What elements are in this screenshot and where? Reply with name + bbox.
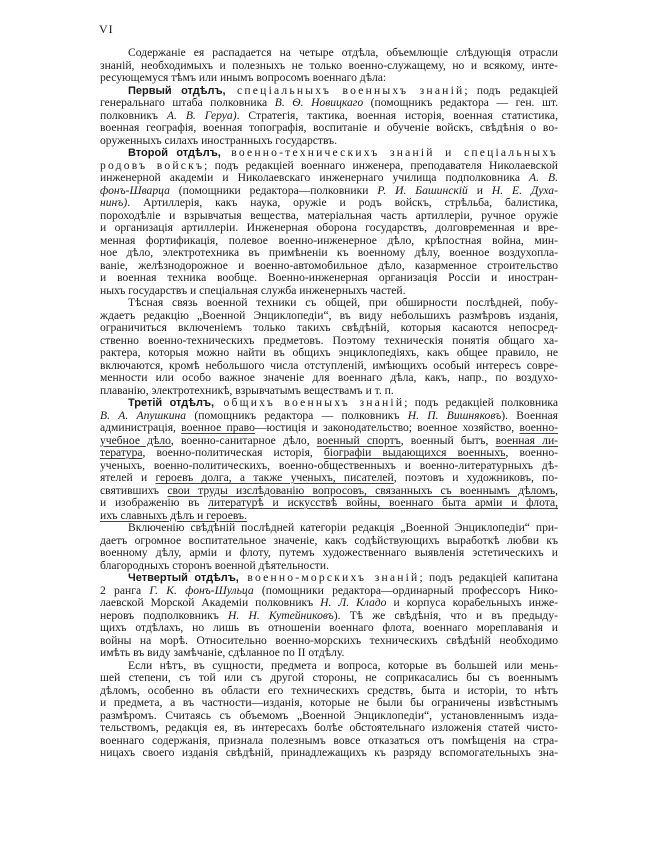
italic-name: Р. И. Башинскій [377, 183, 468, 197]
text-run: , поэтовъ и художниковъ, по- [393, 471, 558, 484]
text-run: Если нѣтъ, въ сущности, предмета и вопроса, которые въ большей или мень- [128, 658, 558, 672]
text-run: и корпуса корабельныхъ инже- [386, 596, 558, 609]
text-run: Содержаніе ея распадается на четыре отдѣла, объемлющіе слѣдующія отрасли [128, 46, 558, 59]
text-run: неровъ подполковникъ [100, 608, 229, 622]
underlined-text: литературѣ и искусствѣ войны, военнаго быта арміи и флота, [208, 496, 558, 509]
underlined-text: свои труды изслѣдованію вопросовъ, связанныхъ съ военнымъ дѣломъ [167, 483, 556, 497]
paragraph [100, 397, 558, 522]
text-run: , военно-санитарное дѣло, [170, 433, 317, 447]
text-run: менная фортификація, полевое военно-инженерное дѣло, крѣпостная война, мин- [100, 233, 558, 247]
spaced-text: военно-техническихъ знаній и спеціальныхъ [220, 146, 558, 159]
page-number: VI [99, 22, 114, 36]
text-run: ; подъ редакціей капитана [419, 571, 558, 584]
spaced-text: военно-морскихъ знаній [238, 571, 420, 584]
text-run: плаванію, электротехникѣ, взрывчатымъ веществамъ и т. п. [100, 383, 394, 397]
text-run: ницахъ своего изданія свѣдѣній, принадлежащихъ къ разряду вспомогательныхъ зна- [100, 746, 558, 759]
underlined-text: военная ли- [495, 433, 559, 447]
text-run: ваніе, желѣзнодорожное и военно-автомобильное дѣло, казарменное строительство [100, 258, 558, 272]
italic-name: Н. Е. Духа- [491, 183, 558, 197]
text-run: и [467, 183, 492, 197]
text-run: ). Тѣ же свѣдѣнія, что и въ предыду- [333, 608, 558, 622]
section-heading: Первый отдѣлъ, [128, 84, 226, 97]
paragraph [100, 660, 558, 760]
paragraph [100, 297, 558, 397]
section-heading: Четвертый отдѣлъ, [128, 572, 239, 584]
text-run: благородныхъ сторонъ военной дѣятельности. [100, 558, 329, 572]
text-run: ждаетъ редакцію „Военной Энциклопедіи“, въ виду небольшихъ размѣровъ изданія, [100, 308, 558, 322]
text-run: дѣломъ, особенно въ области его техническихъ средствъ, быта и исторіи, то нѣтъ [100, 683, 558, 697]
text-run: ; подъ редакціей [464, 83, 558, 97]
text-run: пороходѣліе и взрывчатыя вещества, матеріальная часть артиллеріи, ручное оружіе [100, 208, 558, 222]
underlined-text: военное право [181, 421, 255, 434]
italic-name: В. А. Апушкина [100, 408, 187, 422]
italic-name: фонъ-Шварца [100, 183, 170, 197]
text-run: полковникъ [100, 108, 167, 122]
italic-name: Н. Л. Кладо [320, 596, 387, 609]
text-run: даетъ огромное воспитательное значеніе, какъ содѣйствующихъ выработкѣ любви къ [100, 533, 558, 547]
text-run: ятелей и [100, 471, 156, 484]
italic-name: Н. Н. Кутейниковъ [228, 608, 334, 622]
text-run: ныхъ государствъ и спеціальная служба инженерныхъ частей. [100, 283, 406, 297]
text-run: святившихъ [100, 483, 168, 497]
text-run: Включенію свѣдѣній послѣдней категоріи редакція „Военной Энциклопедіи“ при- [128, 521, 558, 534]
text-run: (помощники редактора—полковники [169, 183, 378, 197]
text-run: ресующемуся тѣмъ или инымъ вопросомъ военнаго дѣла: [100, 71, 387, 84]
text-run: (помощники редактора—ординарный профессоръ Нико- [253, 583, 558, 597]
text-run: инженерной академіи и Николаевскаго инженернаго училища подполковника [100, 171, 530, 184]
text-run: , военно-политическая исторія, [142, 446, 324, 459]
text-run: , военно- [505, 446, 559, 459]
underlined-text: военно- [519, 421, 558, 434]
section-heading: Второй отдѣлъ, [128, 147, 221, 159]
text-line [100, 747, 558, 760]
text-run: и предмета, а въ частности—изданія, которые не были бы ограничены извѣстнымъ [100, 696, 558, 709]
text-run: и военная техника вообще. Военно-инженерная организація Россіи и иностран- [100, 271, 558, 284]
text-run: размѣромъ. Считаясь съ объемомъ „Военной Энциклопедіи“, установленнымъ изда- [100, 708, 558, 722]
underlined-text: героевъ долга, а также ученыхъ, писателей [155, 471, 394, 484]
text-run: щихъ отдѣлахъ, но лишь въ отношеніи военнаго флота, военнаго мореплаванія и [100, 621, 558, 634]
text-run: ; подъ редакціей полковника [404, 396, 559, 409]
text-run: 2 ранга [100, 583, 150, 597]
text-run: (помощникъ редактора — ген. шт. [363, 96, 558, 109]
text-run: ограничиться включеніемъ только такихъ свѣдѣній, которыя касаются непосред- [100, 321, 558, 334]
text-run: шей степени, съ той или съ другой стороны, не соприкасались бы съ военнымъ [100, 671, 558, 684]
text-run: генеральнаго штаба полковника [100, 96, 275, 109]
italic-name: Н. П. Вишняковъ [407, 408, 502, 422]
paragraph [100, 85, 558, 148]
text-run: ственно военно-техническихъ предметовъ. Поэтому техническія понятія общаго ха- [100, 333, 558, 347]
text-run: ное дѣло, электротехника въ примѣненіи къ военному дѣлу, военное воздухопла- [100, 246, 558, 259]
text-run: ). Военная [501, 408, 559, 422]
underlined-text: тература [100, 446, 143, 459]
text-run: . Стратегія, тактика, военная исторія, военная статистика, [236, 108, 558, 122]
paragraph [100, 572, 558, 660]
paragraph [100, 522, 558, 572]
text-run: , [555, 483, 558, 497]
text-run: . Артиллерія, какъ наука, оружіе и родъ войскъ, стрѣльба, балистика, [127, 196, 558, 209]
spaced-text: спеціальныхъ военныхъ знаній [225, 83, 465, 97]
underlined-text: ихъ славныхъ дѣлъ и героевъ. [100, 508, 247, 522]
text-run: знаній, необходимыхъ и полезныхъ не только военно-служащему, но и всякому, инте- [100, 58, 558, 72]
text-run: и изображенію въ [100, 496, 209, 509]
text-run: и организація артиллеріи. Инженерная оборона государствъ, долговременная и вре- [100, 221, 558, 234]
text-run: рактера, которыя можно найти въ общихъ энциклопедіяхъ, какъ общее правило, не [100, 346, 558, 359]
italic-name: Г. К. фонъ-Шульца [149, 583, 254, 597]
underlined-text: военный спортъ [316, 433, 401, 447]
spaced-text: общихъ военныхъ знаній [214, 396, 405, 409]
text-run: (помощникъ редактора — полковникъ [186, 408, 408, 422]
text-run: менности или особо важное значеніе для военнаго дѣла, какъ, напр., по воздухо- [100, 371, 558, 384]
section-heading: Третій отдѣлъ, [128, 397, 215, 409]
underlined-text: біографіи выдающихся военныхъ [323, 446, 506, 459]
text-run: ученыхъ, военно-политическихъ, военно-общественныхъ и военно-литературныхъ дѣ- [100, 458, 558, 472]
text-run: войны на морѣ. Относительно военно-морскихъ техническихъ свѣдѣній необходимо [100, 633, 558, 647]
text-run: —юстиція и законодательство; военное хозяйство, [254, 421, 520, 434]
text-run: , военный бытъ, [400, 433, 496, 447]
text-run: военная географія, военная топографія, воспитаніе и обученіе войскъ, свѣдѣнія о во- [100, 121, 558, 134]
text-run: военнаго содержанія, признала полезнымъ вовсе отказаться отъ помѣщенія на стра- [100, 733, 558, 747]
text-run: ; подъ редакціей военнаго инженера, преподавателя Николаевской [204, 158, 558, 172]
italic-name: А. В. Геруа) [166, 108, 237, 122]
italic-name: нинъ) [100, 196, 128, 209]
text-run: администрація, [100, 421, 182, 434]
text-run: имѣть въ виду замѣчаніе, сдѣланное по II отдѣлу. [100, 646, 345, 659]
spaced-text: родовъ войскъ [100, 158, 205, 172]
text-run: тельствомъ, редакція ея, въ интересахъ болѣе обстоятельнаго изложенія статей чисто- [100, 721, 558, 734]
italic-name: А. В. [529, 171, 559, 184]
paragraph [100, 47, 558, 85]
paragraph [100, 147, 558, 297]
text-run: лаевской Морской Академіи полковникъ [100, 596, 321, 609]
italic-name: В. Ѳ. Новицкаго [274, 96, 364, 109]
text-run: военному дѣлу, арміи и флоту, путемъ художественнаго выявленія эстетическихъ и [100, 546, 558, 559]
text-run: оруженныхъ силахъ иностранныхъ государствъ. [100, 133, 338, 147]
text-run: Тѣсная связь военной техники съ общей, при обширности послѣдней, побу- [128, 296, 558, 309]
underlined-text: учебное дѣло [100, 433, 171, 447]
body-text [100, 47, 558, 760]
text-run: включаются, кромѣ небольшого числа отступленій, имѣющихъ особый интересъ совре- [100, 358, 558, 372]
